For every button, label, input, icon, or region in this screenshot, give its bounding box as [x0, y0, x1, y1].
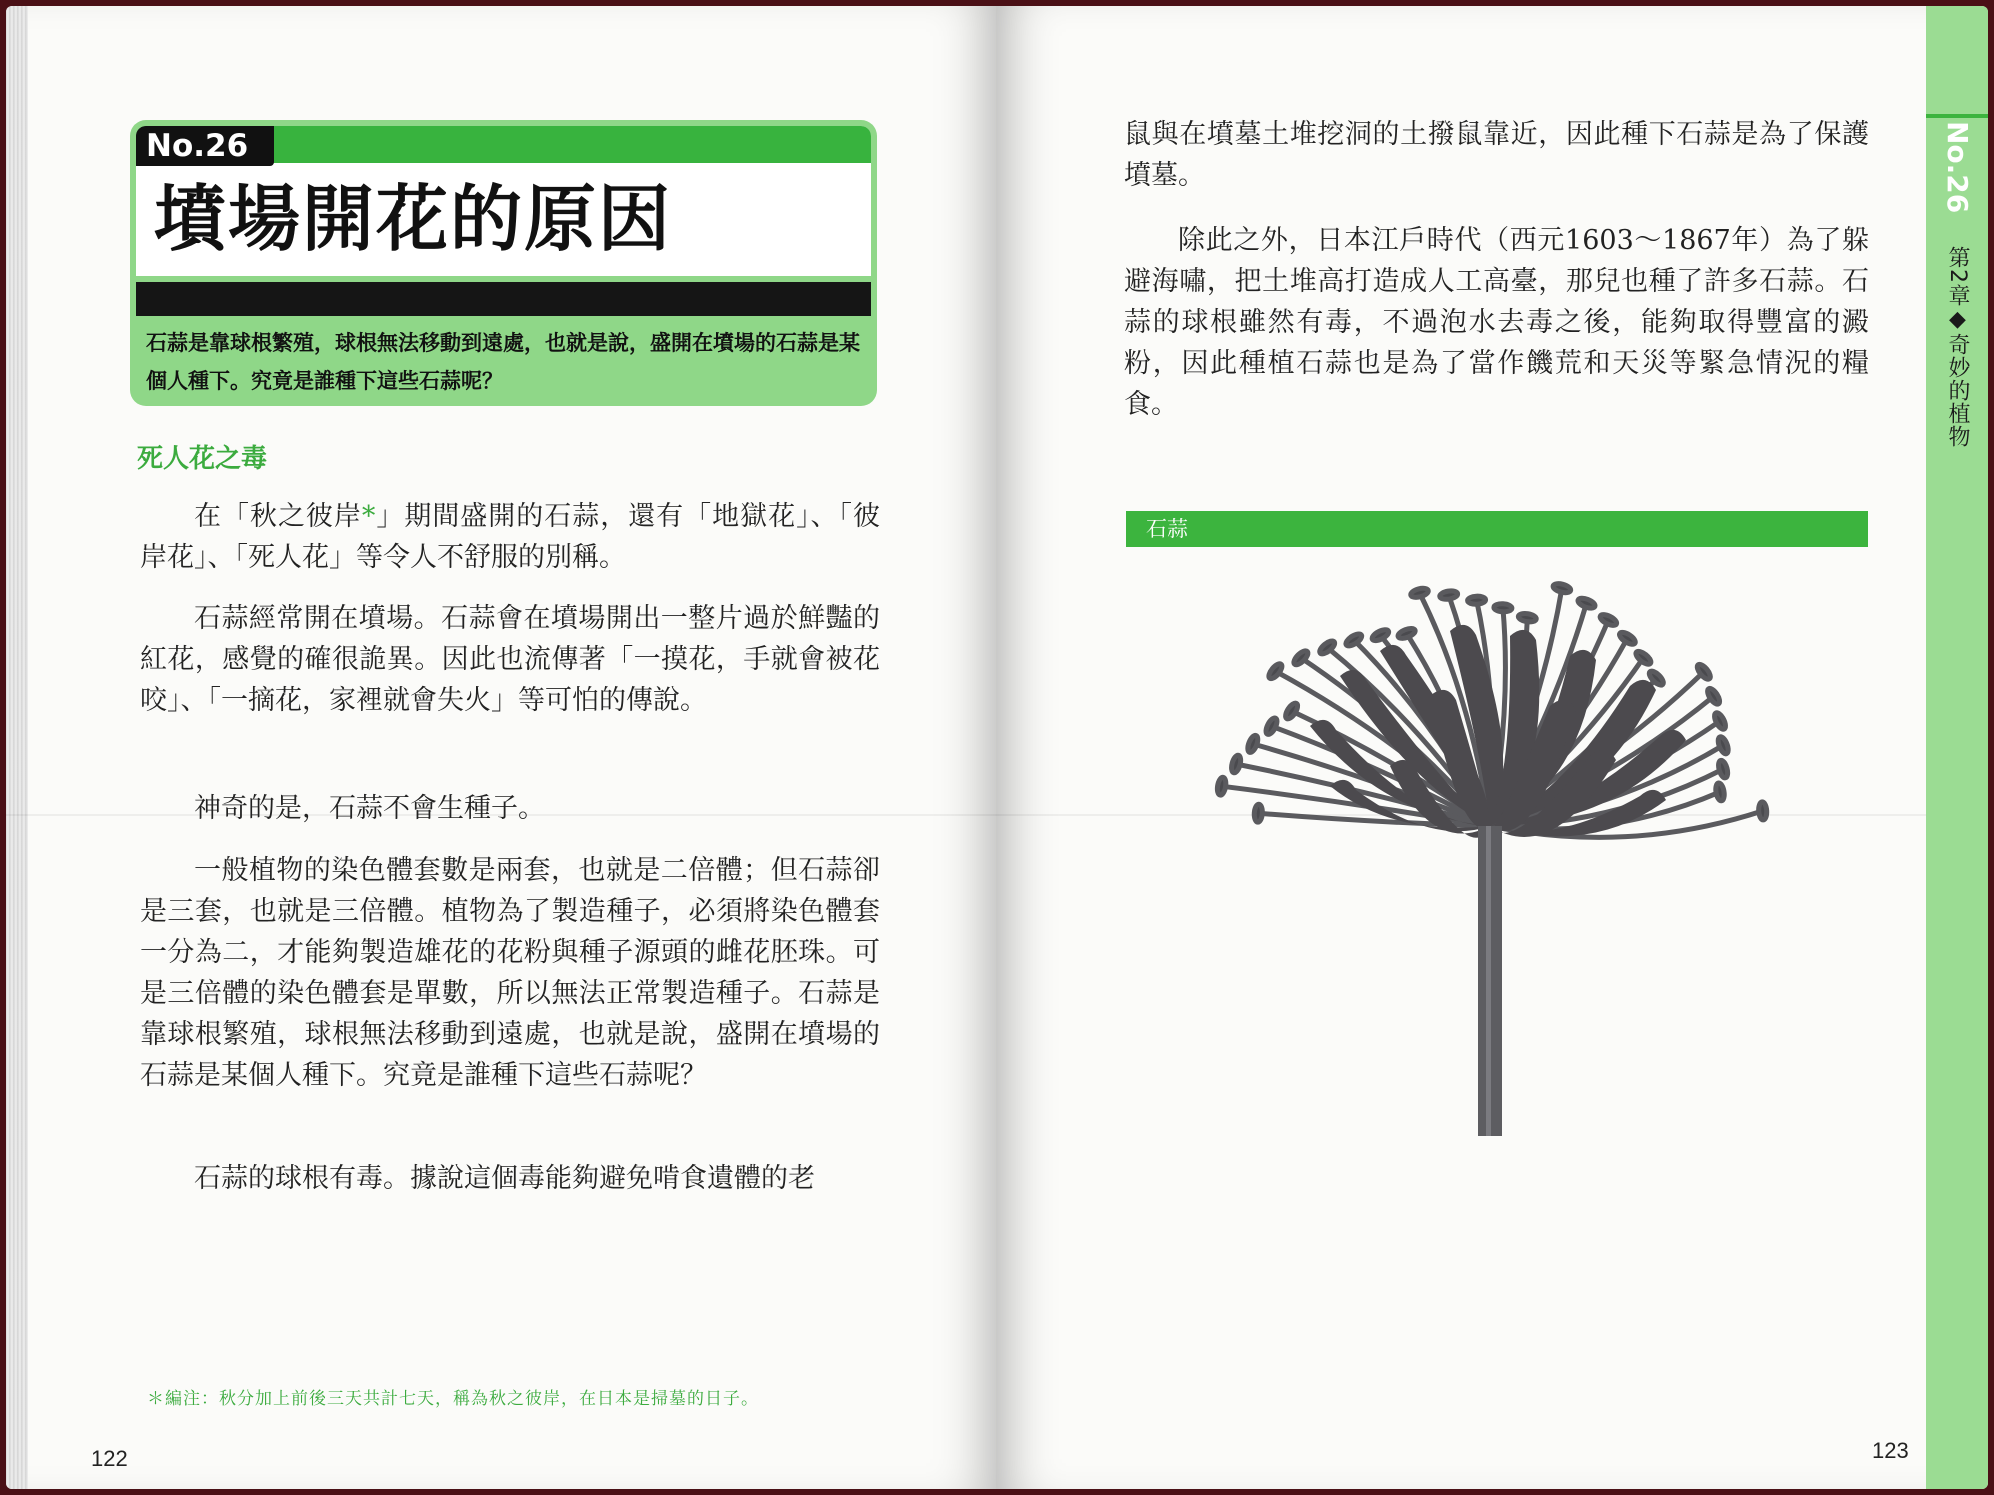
- paragraph-2: 石蒜經常開在墳場。石蒜會在墳場開出一整片過於鮮豔的紅花，感覺的確很詭異。因此也流傳著「一摸花，手就會被花咬」、「一摘花，家裡就會失火」等可怕的傳說。: [140, 603, 880, 716]
- spider-lily-illustration: [1192, 581, 1792, 1141]
- stamen-anther: [1410, 587, 1429, 599]
- stamen-anther: [1254, 804, 1263, 822]
- paragraph-6: 除此之外，日本江戶時代（西元1603～1867年）為了躲避海嘯，把土堆高打造成人工高臺，那兒也種了許多石蒜。石蒜的球根雖然有毒，不過泡水去毒之後，能夠取得豐富的澱粉，因此種植石蒜也是為了當作饑荒和天災等緊急情況的糧食。: [1124, 225, 1869, 420]
- footnote-marker: *: [361, 501, 376, 532]
- stamen-anther: [1552, 582, 1571, 594]
- stamen-anther: [1216, 777, 1227, 796]
- stamen-anther: [1397, 626, 1417, 640]
- book-spread: [6, 6, 1988, 1489]
- stamen-anther: [1283, 701, 1300, 720]
- stamen-anther: [1439, 590, 1458, 601]
- paragraph-3: 神奇的是，石蒜不會生種子。: [194, 793, 545, 824]
- stamen-anther: [1716, 735, 1730, 755]
- side-tab-chapter: 第2章◆奇妙的植物: [1945, 246, 1970, 448]
- stamen-anther: [1599, 612, 1619, 627]
- stamen-anther: [1715, 782, 1726, 801]
- stamen-anther: [1467, 596, 1485, 605]
- side-tab-number: No.26: [1941, 121, 1974, 214]
- flower-stem-highlight: [1486, 826, 1491, 1136]
- section-heading: 死人花之毒: [137, 444, 268, 474]
- stamen-anther: [1267, 662, 1285, 681]
- paragraph-1-post: 」期間盛開的石蒜，還有「地獄花」、「彼岸花」、「死人花」等令人不舒服的別稱。: [140, 501, 881, 573]
- stamen-anther: [1712, 711, 1727, 731]
- page-number-left: 122: [91, 1446, 128, 1471]
- header-black-bar: [136, 282, 871, 316]
- side-tab-divider: [1926, 114, 1988, 118]
- figure-caption: 石蒜: [1146, 517, 1188, 541]
- page-edge: [6, 6, 28, 1489]
- flower-petals: [1310, 625, 1686, 838]
- paragraph-1: [140, 496, 880, 578]
- stamen-anther: [1230, 754, 1243, 773]
- stamen-anther: [1758, 802, 1767, 820]
- stamen-anther: [1264, 716, 1279, 736]
- article-number-badge: No.26: [136, 126, 274, 166]
- stamen-anther: [1577, 596, 1597, 610]
- left-page: [6, 6, 996, 1489]
- figure-caption-bar: [1126, 511, 1868, 547]
- stamen-anther: [1494, 603, 1512, 612]
- chapter-side-tab: [1926, 6, 1988, 1489]
- paragraph-4: 一般植物的染色體套數是兩套，也就是二倍體；但石蒜卻是三套，也就是三倍體。植物為了製造種子，必須將染色體套一分為二，才能夠製造雄花的花粉與種子源頭的雌花胚珠。可是三倍體的染色體套是單數，所以無法正常製造種子。石蒜是靠球根繁殖，球根無法移動到遠處，也就是說，盛開在墳場的石蒜是某個人種下。究竟是誰種下這些石蒜呢？: [140, 855, 880, 1091]
- right-page: [996, 6, 1988, 1489]
- paragraph-1-pre: 在「秋之彼岸: [194, 501, 362, 532]
- header-title-panel: [136, 126, 871, 276]
- article-header: [130, 120, 877, 406]
- paragraph-continued: 鼠與在墳墓土堆挖洞的土撥鼠靠近，因此種下石蒜是為了保護墳墓。: [1124, 119, 1869, 191]
- page-title: 墳場開花的原因: [154, 177, 673, 261]
- lead-summary: 石蒜是靠球根繁殖，球根無法移動到遠處，也就是說，盛開在墳場的石蒜是某個人種下。究竟是誰種下這些石蒜呢？: [146, 331, 860, 393]
- stamen-anther: [1518, 612, 1537, 623]
- stamen-anther: [1618, 630, 1637, 646]
- footnote: ＊編注：秋分加上前後三天共計七天，稱為秋之彼岸，在日本是掃墓的日子。: [147, 1389, 759, 1409]
- stamen-anther: [1717, 759, 1730, 778]
- page-number-right: 123: [1872, 1438, 1909, 1463]
- stamen-anther: [1246, 734, 1260, 754]
- paragraph-5: 石蒜的球根有毒。據說這個毒能夠避免啃食遺體的老: [194, 1163, 815, 1194]
